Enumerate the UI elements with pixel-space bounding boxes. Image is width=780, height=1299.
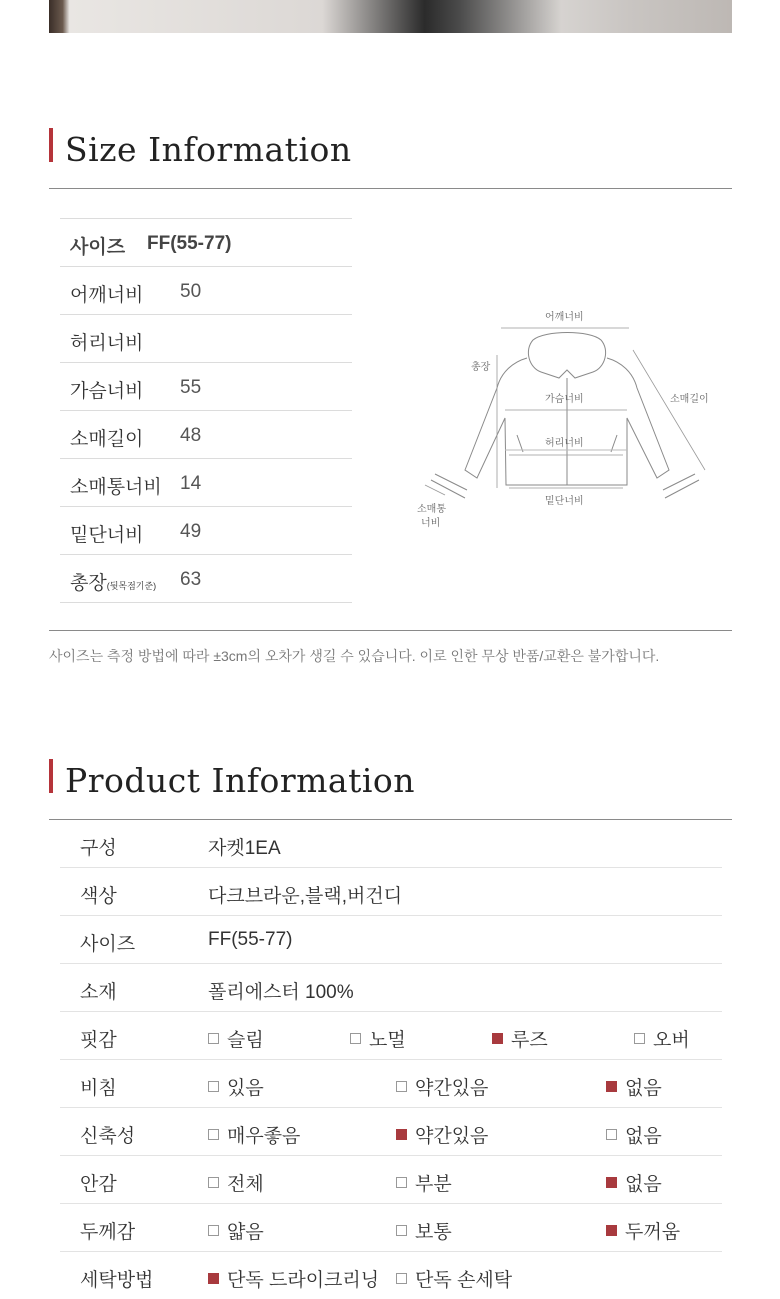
size-row — [60, 266, 352, 314]
checkbox — [208, 1033, 219, 1044]
size-row — [60, 554, 352, 603]
divider — [49, 630, 732, 631]
checkbox — [208, 1081, 219, 1092]
diagram-label-chest: 가슴너비 — [545, 394, 584, 405]
checkbox — [208, 1225, 219, 1236]
size-row — [60, 458, 352, 506]
size-row-label: 어깨너비 — [70, 285, 144, 306]
option-label: 얇음 — [227, 1222, 264, 1243]
checkbox — [208, 1129, 219, 1140]
checkbox-checked — [606, 1081, 617, 1092]
washing-row — [60, 1252, 722, 1299]
option-label: 없음 — [625, 1174, 662, 1195]
size-row-value: 48 — [180, 425, 202, 446]
size-section-title: Size Information — [65, 130, 352, 169]
lining-option-full — [208, 1169, 264, 1196]
product-section-title: Product Information — [65, 761, 416, 800]
sheer-option-yes — [208, 1073, 264, 1100]
product-table — [60, 820, 722, 1299]
lining-option-partial — [396, 1169, 452, 1196]
fit-row — [60, 1012, 722, 1060]
sheer-option-none — [606, 1073, 662, 1100]
product-row — [60, 868, 722, 916]
fit-option-normal — [350, 1025, 406, 1052]
product-photo — [49, 0, 732, 33]
checkbox-checked — [606, 1225, 617, 1236]
size-row-value: 14 — [180, 473, 202, 494]
option-label: 매우좋음 — [227, 1126, 301, 1147]
size-row-value: 63 — [180, 569, 202, 590]
size-row — [60, 362, 352, 410]
stretch-row — [60, 1108, 722, 1156]
product-section-header — [49, 759, 732, 820]
diagram-label-sleeve-width-1: 소매통 — [417, 504, 446, 515]
stretch-option-slight — [396, 1121, 488, 1148]
product-row — [60, 916, 722, 964]
size-row-label: 허리너비 — [70, 333, 144, 354]
lining-option-none — [606, 1169, 662, 1196]
product-row-label: 두께감 — [80, 1222, 136, 1243]
option-label: 없음 — [625, 1126, 662, 1147]
size-row — [60, 218, 352, 266]
thickness-option-thick — [606, 1217, 680, 1244]
option-label: 단독 드라이크리닝 — [227, 1270, 380, 1291]
size-row-value: 55 — [180, 377, 202, 398]
product-row-label: 비침 — [80, 1078, 117, 1099]
stretch-option-none — [606, 1121, 662, 1148]
jacket-outline — [431, 333, 699, 499]
product-row-label: 안감 — [80, 1174, 117, 1195]
product-row-label: 구성 — [80, 838, 117, 859]
size-row-label — [70, 568, 156, 595]
product-row-label: 핏감 — [80, 1030, 117, 1051]
size-note: 사이즈는 측정 방법에 따라 ±3cm의 오차가 생길 수 있습니다. 이로 인한 무상 반품/교환은 불가합니다. — [49, 648, 660, 664]
product-row — [60, 820, 722, 868]
product-row-value: 폴리에스터 100% — [208, 982, 354, 1003]
sheerness-row — [60, 1060, 722, 1108]
size-row-label-text: 총장 — [70, 573, 107, 594]
product-row-label: 소재 — [80, 982, 117, 1003]
product-row-value: 자켓1EA — [208, 838, 281, 859]
product-row-label: 사이즈 — [80, 934, 136, 955]
option-label: 부분 — [415, 1174, 452, 1195]
size-table — [60, 218, 352, 603]
size-row — [60, 410, 352, 458]
size-row — [60, 506, 352, 554]
size-row-label: 사이즈 — [70, 237, 126, 258]
diagram-label-sleeve-width-2: 너비 — [421, 518, 441, 529]
thickness-option-thin — [208, 1217, 264, 1244]
checkbox-checked — [492, 1033, 503, 1044]
option-label: 약간있음 — [415, 1126, 489, 1147]
option-label: 단독 손세탁 — [415, 1270, 513, 1291]
option-label: 루즈 — [511, 1030, 548, 1051]
lining-row — [60, 1156, 722, 1204]
size-row-sublabel: (뒷목점기준) — [106, 581, 157, 591]
checkbox — [634, 1033, 645, 1044]
checkbox — [396, 1273, 407, 1284]
checkbox — [396, 1177, 407, 1188]
sheer-option-slight — [396, 1073, 488, 1100]
checkbox — [606, 1129, 617, 1140]
measurement-lines — [425, 328, 705, 495]
checkbox — [396, 1225, 407, 1236]
checkbox-checked — [606, 1177, 617, 1188]
wash-option-hand-wash — [396, 1265, 512, 1292]
fit-option-slim — [208, 1025, 264, 1052]
fit-option-over — [634, 1025, 690, 1052]
diagram-label-shoulder: 어깨너비 — [545, 312, 584, 323]
jacket-measurement-diagram — [405, 300, 725, 540]
title-accent-bar — [49, 759, 53, 793]
option-label: 전체 — [227, 1174, 264, 1195]
checkbox — [396, 1081, 407, 1092]
checkbox-checked — [396, 1129, 407, 1140]
size-row-label: 소매길이 — [70, 429, 144, 450]
diagram-label-sleeve-length: 소매길이 — [670, 394, 709, 405]
checkbox — [208, 1177, 219, 1188]
option-label: 약간있음 — [415, 1078, 489, 1099]
option-label: 슬림 — [227, 1030, 264, 1051]
option-label: 두꺼움 — [625, 1222, 681, 1243]
size-row-value: 49 — [180, 521, 202, 542]
product-row-label: 신축성 — [80, 1126, 136, 1147]
size-row-value: FF(55-77) — [147, 233, 232, 254]
checkbox-checked — [208, 1273, 219, 1284]
thickness-option-normal — [396, 1217, 452, 1244]
wash-option-dry-clean — [208, 1265, 379, 1292]
option-label: 없음 — [625, 1078, 662, 1099]
option-label: 보통 — [415, 1222, 452, 1243]
diagram-label-length: 총장 — [471, 362, 491, 373]
product-row-value: FF(55-77) — [208, 929, 293, 950]
option-label: 있음 — [227, 1078, 264, 1099]
fit-option-loose — [492, 1025, 548, 1052]
title-accent-bar — [49, 128, 53, 162]
size-row-value: 50 — [180, 281, 202, 302]
option-label: 노멀 — [369, 1030, 406, 1051]
product-row-label: 색상 — [80, 886, 117, 907]
stretch-option-very-good — [208, 1121, 300, 1148]
size-row-label: 가슴너비 — [70, 381, 144, 402]
checkbox — [350, 1033, 361, 1044]
thickness-row — [60, 1204, 722, 1252]
size-row-label: 밑단너비 — [70, 525, 144, 546]
product-row-value: 다크브라운,블랙,버건디 — [208, 886, 403, 907]
diagram-label-waist: 허리너비 — [545, 438, 584, 449]
size-row-label: 소매통너비 — [70, 477, 162, 498]
product-row-label: 세탁방법 — [80, 1270, 154, 1291]
size-row — [60, 314, 352, 362]
option-label: 오버 — [653, 1030, 690, 1051]
diagram-label-hem: 밑단너비 — [545, 496, 584, 507]
product-row — [60, 964, 722, 1012]
size-section-header — [49, 128, 732, 189]
